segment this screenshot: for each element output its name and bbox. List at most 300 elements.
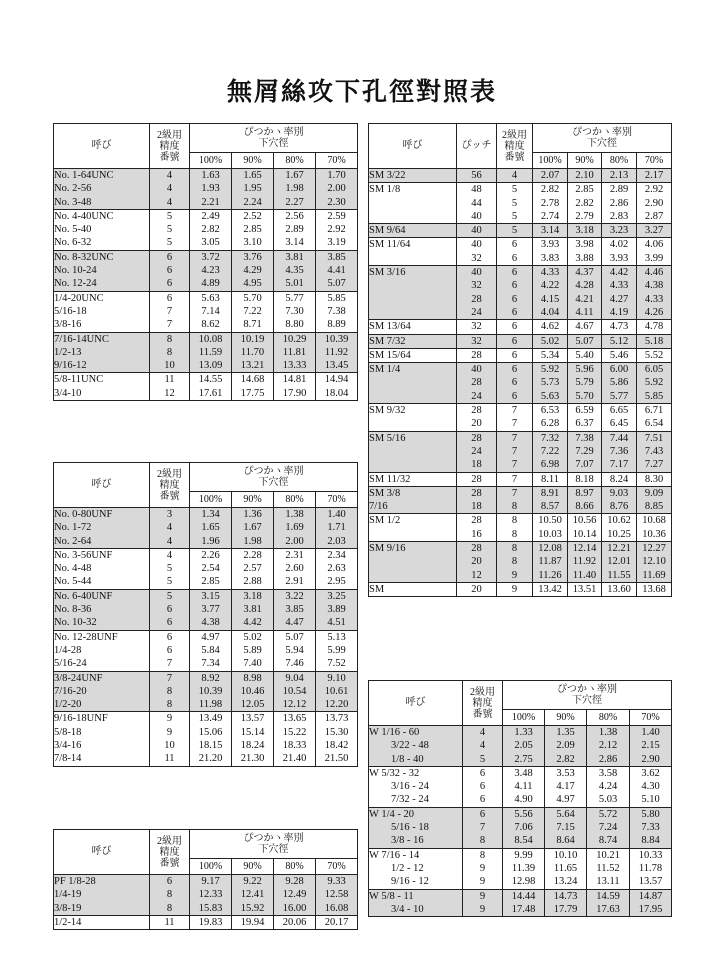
row-value	[630, 889, 672, 917]
row-pitch	[457, 348, 497, 362]
cell-line: 7/16-14UNC	[54, 333, 109, 345]
cell-line: No. 8-32UNC	[54, 251, 114, 263]
cell-line: 2.00	[285, 535, 304, 547]
row-value	[568, 238, 602, 266]
cell-line: 1.70	[327, 170, 346, 181]
cell-line: 6	[166, 876, 173, 887]
cell-line: 3.27	[644, 225, 664, 237]
cell-line: 13.73	[324, 713, 349, 725]
column-header-spec	[533, 124, 672, 153]
cell-line: 32	[471, 280, 482, 292]
cell-line: No. 0-80UNF	[54, 509, 113, 520]
cell-line: No. 3-48	[54, 196, 92, 208]
header-line: ぴつかヽ率別	[572, 127, 632, 138]
row-value	[602, 514, 637, 542]
cell-line: 3.93	[540, 239, 560, 251]
row-value	[587, 848, 630, 889]
cell-line: 6	[511, 390, 518, 402]
column-header-pct: 90%	[232, 492, 274, 508]
table-row	[54, 332, 358, 373]
cell-line: 13.68	[642, 583, 666, 595]
cell-line: 11.52	[596, 862, 620, 874]
cell-line: SM 1/2	[369, 515, 401, 527]
table-row	[369, 726, 672, 767]
cell-line: 28	[471, 473, 482, 485]
table-row	[54, 373, 358, 401]
column-header-pct: 70%	[630, 710, 672, 726]
row-name	[369, 514, 457, 542]
cell-line: 8.18	[575, 473, 594, 485]
row-value	[316, 169, 358, 210]
cell-line: 21.40	[282, 753, 307, 765]
cell-line: 18	[471, 459, 482, 471]
cell-line: 4	[166, 535, 173, 547]
row-value	[316, 548, 358, 589]
cell-line: 16	[471, 528, 482, 540]
cell-line: 11	[164, 916, 175, 928]
cell-line: SM 11/32	[369, 473, 411, 485]
row-pitch	[457, 224, 497, 238]
table-row	[369, 472, 672, 486]
cell-line: 7.17	[609, 459, 629, 471]
cell-line: 17.75	[240, 387, 265, 399]
cell-line: 4.90	[514, 794, 533, 806]
cell-line: 8	[511, 543, 518, 555]
cell-line: 7.29	[575, 445, 594, 457]
row-grade	[150, 915, 190, 929]
row-grade	[150, 508, 190, 549]
header-row	[54, 124, 358, 153]
cell-line: No. 5-40	[54, 224, 92, 236]
cell-line: 4.24	[598, 781, 618, 793]
cell-line: 28	[471, 349, 482, 361]
cell-line: 4.23	[201, 265, 220, 277]
cell-line: 14.81	[282, 374, 307, 386]
cell-line: 8.11	[541, 473, 559, 485]
row-name	[54, 209, 150, 250]
cell-line: 1.40	[641, 727, 660, 738]
cell-line: 4.11	[575, 306, 594, 318]
cell-line: No. 4-40UNC	[54, 210, 114, 222]
cell-line: 12.27	[642, 543, 666, 555]
cell-line: 5.79	[575, 377, 594, 389]
column-header-pct: 100%	[190, 492, 232, 508]
cell-line: 4.73	[609, 321, 629, 333]
row-value	[316, 630, 358, 671]
cell-line: 20.06	[282, 916, 307, 928]
row-grade	[497, 183, 533, 224]
row-value	[274, 875, 316, 916]
cell-line: PF 1/8-28	[54, 876, 96, 887]
cell-line: 9.28	[285, 876, 304, 887]
cell-line: 9.10	[327, 672, 346, 684]
cell-line: 5	[511, 210, 518, 222]
row-grade	[497, 472, 533, 486]
cell-line: 3/16 - 24	[391, 781, 429, 793]
cell-line: 4	[166, 196, 173, 208]
cell-line: 17.79	[553, 903, 578, 915]
row-value	[637, 472, 672, 486]
cell-line: 7	[479, 822, 486, 834]
row-grade	[497, 404, 533, 432]
cell-line: 6	[511, 364, 518, 376]
cell-line: SM 3/16	[369, 267, 406, 279]
cell-line: 5	[511, 197, 518, 209]
cell-line: 6	[511, 306, 518, 318]
row-value	[232, 332, 274, 373]
row-grade	[463, 807, 503, 848]
row-value	[190, 671, 232, 712]
cell-line: 12.20	[324, 699, 349, 711]
header-line: 下穴徑	[258, 844, 289, 855]
row-name	[369, 224, 457, 238]
cell-line: 8.97	[575, 487, 594, 499]
cell-line: 17.90	[282, 387, 307, 399]
header-line: 番號	[472, 708, 493, 720]
row-grade	[150, 630, 190, 671]
cell-line: 10	[164, 740, 175, 752]
cell-line: 12.05	[240, 699, 265, 711]
row-value	[637, 183, 672, 224]
row-name	[369, 472, 457, 486]
cell-line: 6	[166, 617, 173, 629]
column-header-pct: 90%	[232, 859, 274, 875]
cell-line: 40	[471, 364, 482, 376]
cell-line: 10.33	[638, 849, 663, 861]
cell-line: 2.28	[243, 549, 262, 561]
cell-line: 5.99	[327, 644, 346, 656]
cell-line: 7.24	[598, 822, 618, 834]
row-value	[274, 915, 316, 929]
cell-line: 5	[511, 184, 518, 196]
cell-line: 18.33	[282, 740, 307, 752]
row-grade	[150, 671, 190, 712]
cell-line: 5.77	[285, 292, 304, 304]
cell-line: 5.85	[644, 390, 664, 402]
header-line: 2級用	[157, 835, 182, 847]
cell-line: 20.17	[324, 916, 349, 928]
cell-line: 13.57	[638, 876, 663, 888]
column-header-spec	[190, 463, 358, 492]
cell-line: 11.69	[642, 569, 666, 581]
header-line: 番號	[159, 490, 180, 502]
row-grade	[497, 224, 533, 238]
cell-line: 3.22	[285, 590, 304, 602]
column-header-pct: 100%	[190, 153, 232, 169]
cell-line: 1.36	[243, 509, 262, 520]
cell-line: 3.18	[575, 225, 594, 237]
row-value	[568, 183, 602, 224]
row-value	[316, 875, 358, 916]
cell-line: 5.63	[540, 390, 560, 402]
cell-line: SM 1/8	[369, 184, 401, 196]
cell-line: 2.87	[644, 210, 664, 222]
cell-line: 10.56	[572, 515, 597, 527]
row-value	[232, 671, 274, 712]
row-grade	[463, 766, 503, 807]
cell-line: 7.32	[540, 432, 560, 444]
cell-line: 10	[164, 360, 175, 372]
cell-line: 4.19	[609, 306, 629, 318]
cell-line: 28	[471, 487, 482, 499]
cell-line: 15.06	[198, 726, 223, 738]
cell-line: 3.85	[327, 251, 346, 263]
cell-line: 3.81	[243, 604, 262, 616]
row-value	[232, 712, 274, 766]
cell-line: 4.33	[609, 280, 629, 292]
cell-line: 1.65	[201, 522, 220, 534]
cell-line: 5	[166, 224, 173, 236]
column-header-pct: 80%	[274, 492, 316, 508]
row-grade	[497, 348, 533, 362]
row-value	[602, 334, 637, 348]
cell-line: 6.54	[644, 418, 664, 430]
cell-line: 5.02	[540, 335, 560, 347]
cell-line: 1.38	[285, 509, 304, 520]
cell-line: No. 6-32	[54, 237, 92, 249]
cell-line: 6	[511, 239, 518, 251]
header-line: 2級用	[157, 129, 182, 141]
cell-line: 3.72	[201, 251, 220, 263]
row-grade	[150, 373, 190, 401]
row-value	[637, 224, 672, 238]
cell-line: 6	[511, 293, 518, 305]
row-value	[602, 542, 637, 583]
cell-line: 2.90	[644, 197, 664, 209]
cell-line: SM 1/4	[369, 364, 401, 376]
cell-line: 11.98	[198, 699, 223, 711]
row-value	[637, 169, 672, 183]
cell-line: 9	[479, 890, 486, 902]
row-value	[568, 514, 602, 542]
cell-line: 1.33	[514, 727, 533, 738]
row-value	[274, 169, 316, 210]
cell-line: W 5/32 - 32	[369, 767, 420, 779]
row-value	[630, 807, 672, 848]
cell-line: 2.85	[201, 576, 220, 588]
cell-line: 13.49	[198, 713, 223, 725]
cell-line: 6	[479, 808, 486, 820]
table-row	[369, 486, 672, 514]
row-pitch	[457, 431, 497, 472]
header-line: 下穴徑	[258, 138, 289, 149]
cell-line: 4.42	[609, 267, 629, 279]
row-name	[369, 542, 457, 583]
cell-line: SM 9/64	[369, 225, 406, 237]
cell-line: 5.94	[285, 644, 304, 656]
row-grade	[150, 712, 190, 766]
cell-line: 12.58	[324, 889, 349, 901]
cell-line: 5/8-18	[54, 726, 82, 738]
cell-line: 5.72	[598, 808, 618, 820]
cell-line: 7	[511, 418, 518, 430]
row-value	[232, 589, 274, 630]
row-name	[369, 889, 463, 917]
header-line: 番號	[504, 151, 525, 163]
cell-line: 3.83	[540, 252, 560, 264]
cell-line: W 5/8 - 11	[369, 890, 414, 902]
row-name	[54, 589, 150, 630]
cell-line: 4.35	[285, 265, 304, 277]
cell-line: SM 3/8	[369, 487, 401, 499]
cell-line: 5.70	[243, 292, 262, 304]
row-pitch	[457, 363, 497, 404]
cell-line: 4.29	[243, 265, 262, 277]
row-value	[232, 169, 274, 210]
row-value	[602, 238, 637, 266]
row-grade	[463, 726, 503, 767]
table-row	[369, 348, 672, 362]
cell-line: 32	[471, 335, 482, 347]
row-value	[274, 548, 316, 589]
cell-line: 11.65	[553, 862, 578, 874]
column-header-grade	[497, 124, 533, 169]
row-value	[316, 209, 358, 250]
row-value	[602, 320, 637, 334]
cell-line: 11.55	[607, 569, 631, 581]
row-value	[190, 291, 232, 332]
row-value	[568, 472, 602, 486]
cell-line: 10.68	[642, 515, 666, 527]
row-grade	[497, 542, 533, 583]
cell-line: 5	[511, 225, 518, 237]
cell-line: 11.78	[638, 862, 663, 874]
row-pitch	[457, 486, 497, 514]
table-row	[369, 514, 672, 542]
cell-line: 5.70	[575, 390, 594, 402]
row-value	[637, 514, 672, 542]
cell-line: 14.94	[324, 374, 349, 386]
cell-line: No. 8-36	[54, 604, 92, 616]
row-value	[533, 472, 568, 486]
cell-line: 13.57	[240, 713, 265, 725]
cell-line: 8	[166, 333, 173, 345]
row-value	[568, 363, 602, 404]
cell-line: 5.56	[514, 808, 533, 820]
row-value	[637, 266, 672, 320]
cell-line: 7.52	[327, 658, 346, 670]
cell-line: 5/16-18	[54, 305, 87, 317]
cell-line: 4.33	[644, 293, 664, 305]
cell-line: 12.21	[607, 543, 631, 555]
row-value	[503, 889, 545, 917]
cell-line: 10.39	[324, 333, 349, 345]
column-header-grade	[150, 463, 190, 508]
cell-line: 12	[471, 569, 482, 581]
cell-line: 20	[471, 418, 482, 430]
column-header-grade	[150, 830, 190, 875]
cell-line: 3.62	[641, 767, 660, 779]
row-value	[568, 431, 602, 472]
cell-line: 4.02	[609, 239, 629, 251]
cell-line: 1.95	[243, 183, 262, 195]
cell-line: 4	[479, 740, 486, 752]
row-grade	[150, 548, 190, 589]
row-value	[190, 332, 232, 373]
cell-line: 13.21	[240, 360, 265, 372]
cell-line: 5.77	[609, 390, 629, 402]
row-name	[369, 486, 457, 514]
cell-line: 8.24	[609, 473, 629, 485]
cell-line: 7.38	[575, 432, 594, 444]
column-header-pct: 90%	[232, 153, 274, 169]
cell-line: 8.74	[598, 835, 618, 847]
cell-line: 24	[471, 390, 482, 402]
cell-line: 4.89	[201, 278, 220, 290]
row-value	[568, 320, 602, 334]
row-value	[316, 332, 358, 373]
header-row	[54, 463, 358, 492]
row-value	[568, 224, 602, 238]
cell-line: 6	[166, 644, 173, 656]
row-grade	[150, 250, 190, 291]
cell-line: 20	[471, 556, 482, 568]
cell-line: 28	[471, 543, 482, 555]
cell-line: 32	[471, 321, 482, 333]
cell-line: 3/4-10	[54, 387, 82, 399]
cell-line: 5	[166, 563, 173, 575]
row-value	[274, 332, 316, 373]
cell-line: 10.25	[607, 528, 631, 540]
cell-line: SM	[369, 583, 385, 595]
cell-line: 3/4 - 10	[391, 903, 424, 915]
header-line: 精度	[159, 140, 180, 152]
cell-line: 44	[471, 197, 482, 209]
cell-line: 7.43	[644, 445, 664, 457]
cell-line: 2.86	[598, 753, 618, 765]
cell-line: 1.98	[285, 183, 304, 195]
cell-line: 56	[471, 170, 482, 181]
table-sm	[368, 123, 672, 597]
cell-line: 4.47	[285, 617, 304, 629]
cell-line: 7	[166, 319, 173, 331]
cell-line: 28	[471, 377, 482, 389]
header-row	[369, 681, 672, 710]
cell-line: 6	[511, 321, 518, 333]
cell-line: 6.59	[575, 405, 594, 417]
cell-line: 10.19	[240, 333, 265, 345]
cell-line: 18.15	[198, 740, 223, 752]
row-grade	[497, 238, 533, 266]
column-header-pct: 80%	[602, 153, 637, 169]
header-line: 下穴徑	[572, 695, 602, 706]
row-value	[568, 334, 602, 348]
cell-line: 7	[166, 658, 173, 670]
cell-line: 11.92	[572, 556, 597, 568]
row-value	[545, 726, 587, 767]
cell-line: 10.03	[538, 528, 562, 540]
cell-line: 11.70	[240, 346, 265, 358]
cell-line: 3.93	[609, 252, 629, 264]
cell-line: 12.49	[282, 889, 307, 901]
row-value	[545, 848, 587, 889]
row-name	[369, 169, 457, 183]
cell-line: 3.85	[285, 604, 304, 616]
cell-line: 2.91	[285, 576, 304, 588]
cell-line: 5.64	[556, 808, 575, 820]
cell-line: 1/2 - 12	[391, 862, 424, 874]
cell-line: 3/8 - 16	[391, 835, 424, 847]
column-header-spec	[190, 124, 358, 153]
cell-line: SM 9/16	[369, 543, 406, 555]
cell-line: 5.12	[609, 335, 629, 347]
row-value	[637, 334, 672, 348]
row-value	[533, 431, 568, 472]
cell-line: 6	[511, 267, 518, 279]
cell-line: SM 5/16	[369, 432, 406, 444]
cell-line: 3.53	[556, 767, 575, 779]
cell-line: 6.98	[540, 459, 560, 471]
